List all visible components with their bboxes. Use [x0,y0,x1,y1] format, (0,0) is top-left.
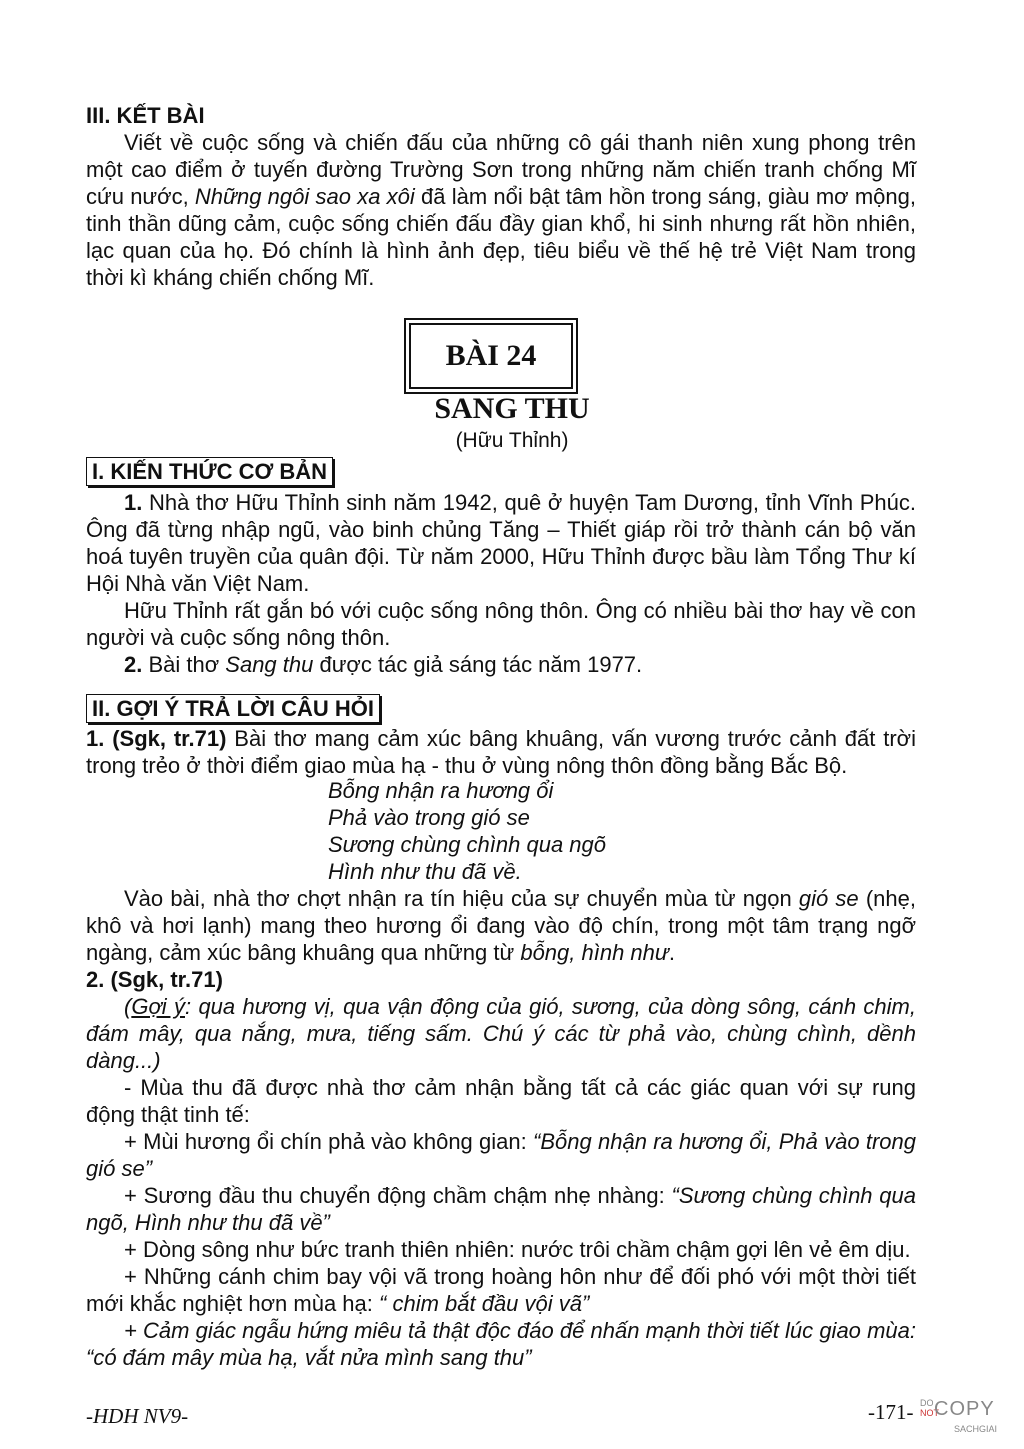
p3-number: 2. [124,652,143,677]
goi-y-paragraph [86,993,916,1074]
q1-p2-text-a: Vào bài, nhà thơ chợt nhận ra tín hiệu của sự chuyển mùa từ ngọn [124,886,799,911]
ket-bai-text-1: Viết về cuộc sống và chiến đấu của những cô gái thanh niên xung phong trên một cao điểm ở tuyến đường Trường Sơn trong những năm chiến tranh chống Mĩ cứu nước, [86,130,916,209]
detail-2-text: + Mùi hương ổi chín phả vào không gian: [124,1129,534,1154]
detail-4: + Dòng sông như bức tranh thiên nhiên: nước trôi chầm chậm gợi lên vẻ êm dịu. [124,1237,911,1262]
watermark-copy: COPY [934,1398,995,1420]
q1-label: 1. (Sgk, tr.71) [86,726,227,751]
p3-text-b: được tác giả sáng tác năm 1977. [313,652,643,677]
watermark-not: NOT [920,1408,939,1418]
detail-6: + Cảm giác ngẫu hứng miêu tả thật độc đáo để nhấn mạnh thời tiết lúc giao mùa: “có đám mây mùa hạ, vắt nửa mình sang thu” [86,1318,916,1370]
section-1-p1 [86,489,916,597]
q1-paragraph [86,725,916,779]
q1-paragraph-2 [86,885,916,966]
detail-3 [86,1182,916,1236]
verse-line-3: Sương chùng chình qua ngõ [328,832,607,857]
section-1-heading: I. KIẾN THỨC CƠ BẢN [86,457,333,486]
goi-y-text: : qua hương vị, qua vận động của gió, sương, của dòng sông, cánh chim, đám mây, qua nắng, mưa, tiếng sấm. Chú ý các từ phả vào, chùng chình, dềnh dàng...) [86,994,916,1073]
section-2 [86,694,916,779]
poem-author: (Hữu Thỉnh) [455,429,569,452]
q2-label-line [86,966,916,993]
ket-bai-work-title: Những ngôi sao xa xôi [194,184,415,209]
page-number: -171- [868,1400,914,1424]
detail-2 [86,1128,916,1182]
detail-5-text: + Những cánh chim bay vội vã trong hoàng hôn như để đối phó với một thời tiết mới khắc nghiệt hơn mùa hạ: [86,1264,916,1316]
watermark-do: DO [920,1398,934,1408]
goi-y-label: Gợi ý [131,994,185,1019]
q1-p2-italic-2: bỗng, hình như [520,940,669,965]
q1-p2-italic-1: gió se [798,886,859,911]
detail-5-quote: “ chim bắt đầu vội vã” [379,1291,590,1316]
detail-2-quote: “Bỗng nhận ra hương ổi, Phả vào trong gió se” [86,1129,916,1181]
ket-bai-text-2: đã làm nổi bật tâm hồn trong sáng, giàu mơ mộng, tinh thần dũng cảm, cuộc sống chiến đấu đầy gian khổ, hi sinh nhưng rất hồn nhiên, lạc quan của họ. Đó chính là hình ảnh đẹp, tiêu biểu về thế hệ trẻ Việt Nam trong thời kì kháng chiến chống Mĩ. [86,184,916,290]
detail-3-quote: “Sương chùng chình qua ngõ, Hình như thu đã về” [86,1183,917,1235]
q2-label: 2. (Sgk, tr.71) [86,967,223,992]
section-1-p3 [86,651,916,678]
verse-line-4: Hình như thu đã về. [328,859,522,884]
watermark-sachgiai: SACHGIAI [954,1424,998,1434]
q1-text: Bài thơ mang cảm xúc bâng khuâng, vấn vương trước cảnh đất trời trong trẻo ở thời điểm giao mùa hạ - thu ở vùng nông thôn đồng bằng Bắc Bộ. [86,726,916,778]
section-1 [86,457,916,678]
ket-bai-section [86,102,916,291]
q1-p2-text-b: (nhẹ, khô và hơi lạnh) mang theo hương ổi đang vào độ chín, trong một tâm trạng ngỡ ngàng, cảm xúc bâng khuâng qua những từ [86,886,916,965]
section-2-continued [86,885,916,1371]
section-1-p2: Hữu Thỉnh rất gắn bó với cuộc sống nông thôn. Ông có nhiều bài thơ hay về con người và cuộc sống nông thôn. [86,598,916,650]
detail-3-text: + Sương đầu thu chuyển động chầm chậm nhẹ nhàng: [124,1183,672,1208]
poem-title: SANG THU [434,392,590,425]
verse-line-1: Bỗng nhận ra hương ổi [328,778,554,803]
p3-poem-title: Sang thu [225,652,314,677]
detail-1: - Mùa thu đã được nhà thơ cảm nhận bằng tất cả các giác quan với sự rung động thật tinh tế: [86,1075,916,1127]
footer-book-code: -HDH NV9- [86,1404,189,1428]
p3-text-a: Bài thơ [142,652,226,677]
section-2-heading: II. GỢI Ý TRẢ LỜI CÂU HỎI [86,694,380,723]
lesson-number-box [409,323,573,389]
goi-y-open: ( [124,994,132,1019]
lesson-number: BÀI 24 [445,339,537,372]
ket-bai-heading: III. KẾT BÀI [86,103,205,128]
q1-p2-text-c: . [668,940,675,965]
do-not-copy-watermark [920,1398,1010,1442]
p1-text: Nhà thơ Hữu Thỉnh sinh năm 1942, quê ở huyện Tam Dương, tỉnh Vĩnh Phúc. Ông đã từng nhập ngũ, vào binh chủng Tăng – Thiết giáp rồi trở thành cán bộ văn hoá tuyên truyền của quân đội. Từ năm 2000, Hữu Thỉnh được bầu làm Tổng Thư kí Hội Nhà văn Việt Nam. [86,490,916,596]
ket-bai-paragraph [86,129,916,291]
detail-5 [86,1263,916,1317]
verse-line-2: Phả vào trong gió se [328,805,530,830]
p1-number: 1. [124,490,143,515]
